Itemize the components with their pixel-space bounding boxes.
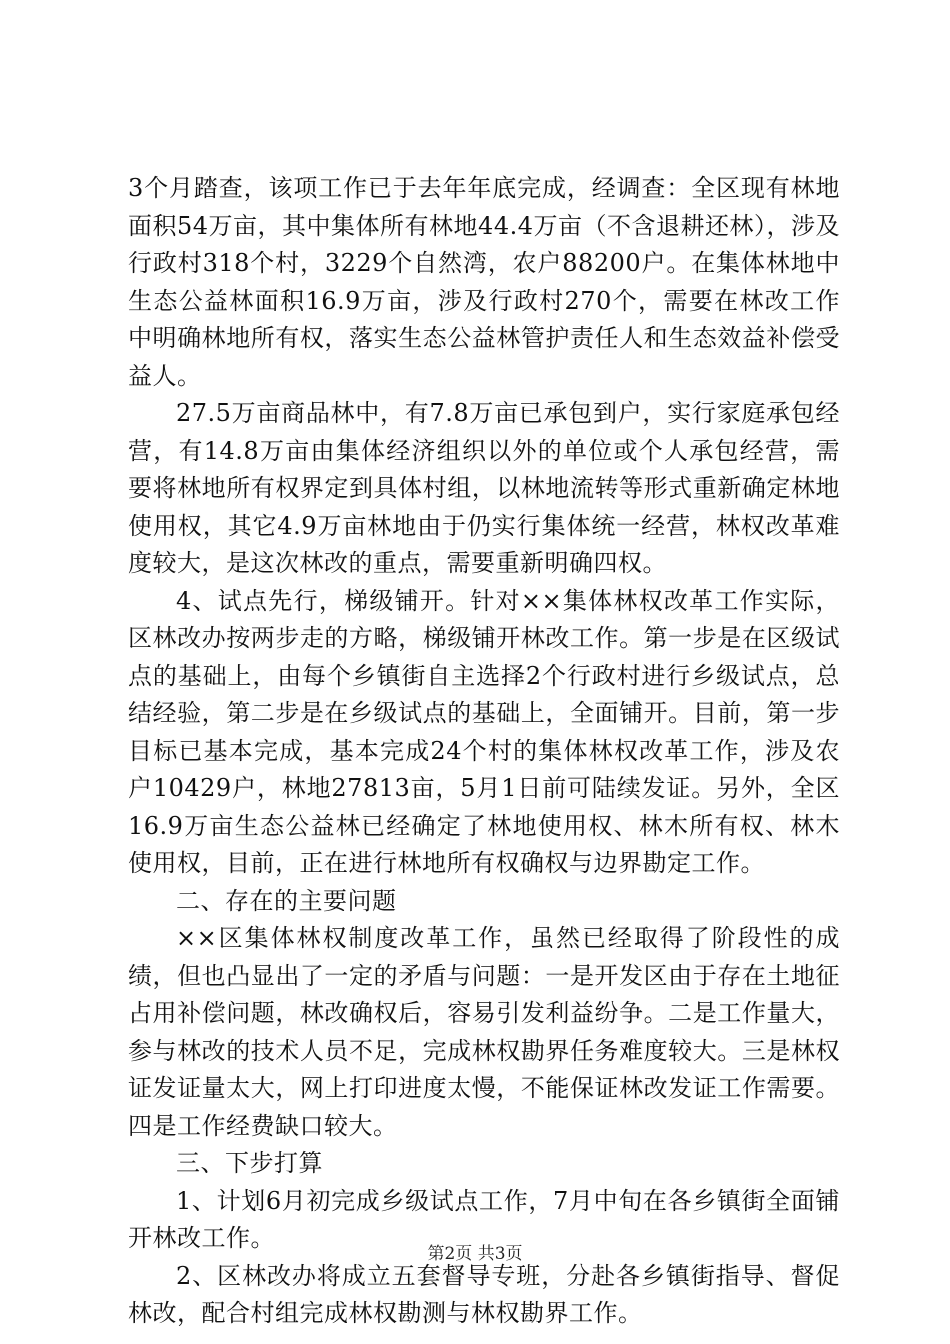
paragraph-problems: ××区集体林权制度改革工作，虽然已经取得了阶段性的成绩，但也凸显出了一定的矛盾与问题：一是开发区由于存在土地征占用补偿问题，林改确权后，容易引发利益纷争。二是工作量大，参与林改的技术人员不足，完成林权勘界任务难度较大。三是林权证发证量太大，网上打印进度太慢，不能保证林改发证工作需要。四是工作经费缺口较大。 [128, 924, 840, 1140]
paragraph-commercial-forest: 27.5万亩商品林中，有7.8万亩已承包到户，实行家庭承包经营，有14.8万亩由集体经济组织以外的单位或个人承包经营，需要将林地所有权界定到具体村组，以林地流转等形式重新确定林地使用权，其它4.9万亩林地由于仍实行集体统一经营，林权改革难度较大，是这次林改的重点，需要重新明确四权。 [128, 399, 840, 577]
paragraph-pilot-first: 4、试点先行，梯级铺开。针对××集体林权改革工作实际，区林改办按两步走的方略，梯级铺开林改工作。第一步是在区级试点的基础上，由每个乡镇街自主选择2个行政村进行乡级试点，总结经验，第二步是在乡级试点的基础上，全面铺开。目前，第一步目标已基本完成，基本完成24个村的集体林权改革工作，涉及农户10429户，林地27813亩，5月1日前可陆续发证。另外，全区16.9万亩生态公益林已经确定了林地使用权、林木所有权、林木使用权，目前，正在进行林地所有权确权与边界勘定工作。 [128, 586, 840, 877]
paragraph-plan-1: 1、计划6月初完成乡级试点工作，7月中旬在各乡镇街全面铺开林改工作。 [128, 1186, 840, 1252]
document-body [128, 170, 840, 1333]
paragraph-survey-results: 3个月踏查，该项工作已于去年年底完成，经调查：全区现有林地面积54万亩，其中集体所有林地44.4万亩（不含退耕还林），涉及行政村318个村，3229个自然湾，农户88200户。在集体林地中生态公益林面积16.9万亩，涉及行政村270个，需要在林改工作中明确林地所有权，落实生态公益林管护责任人和生态效益补偿受益人。 [128, 174, 840, 390]
section-heading-problems: 二、存在的主要问题 [176, 886, 397, 915]
section-heading-next-steps: 三、下步打算 [176, 1149, 323, 1177]
page-footer: 第2页 共3页 [427, 1244, 523, 1264]
paragraph-plan-2: 2、区林改办将成立五套督导专班，分赴各乡镇街指导、督促林改，配合村组完成林权勘测与林权勘界工作。 [128, 1261, 840, 1327]
